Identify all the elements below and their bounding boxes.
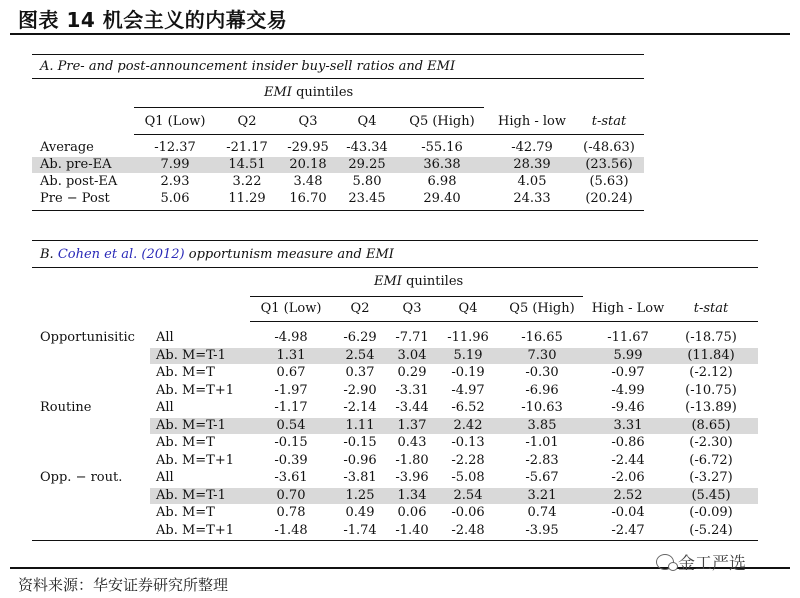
table-cell: 6.98 <box>427 174 457 189</box>
watermark <box>656 549 746 574</box>
table-cell: -42.79 <box>511 140 553 155</box>
row-label: Ab. M=T <box>156 505 215 520</box>
column-header: Q3 <box>298 114 318 129</box>
table-cell: 1.25 <box>345 487 375 503</box>
row-label: Ab. pre-EA <box>40 157 112 172</box>
table-cell: (23.56) <box>585 157 633 172</box>
table-cell: 2.54 <box>345 347 375 363</box>
table-cell: -0.97 <box>611 365 645 380</box>
table-cell: 5.06 <box>160 191 190 206</box>
table-cell: 2.93 <box>160 174 190 189</box>
column-header: Q1 (Low) <box>260 301 322 316</box>
row-label: Ab. M=T-1 <box>156 487 226 503</box>
table-cell: 0.67 <box>276 365 306 380</box>
table-cell: (-10.75) <box>685 382 737 398</box>
table-cell: -2.48 <box>451 522 485 538</box>
table-cell: 36.38 <box>423 157 461 172</box>
table-cell: -0.13 <box>451 435 485 450</box>
table-cell: 3.04 <box>397 347 427 363</box>
table-cell: (-5.24) <box>689 522 733 538</box>
table-cell: -29.95 <box>287 140 329 155</box>
title-rule <box>10 33 790 35</box>
table-cell: 28.39 <box>513 157 551 172</box>
table-cell: -3.81 <box>343 470 377 485</box>
table-cell: -1.40 <box>395 522 429 538</box>
table-cell: (-2.30) <box>689 435 733 450</box>
table-cell: -6.52 <box>451 400 485 415</box>
row-label: Pre − Post <box>40 191 110 206</box>
table-cell: 5.99 <box>613 347 643 363</box>
panel-b-table <box>32 240 758 550</box>
table-cell: 0.29 <box>397 365 427 380</box>
table-cell: 29.40 <box>423 191 461 206</box>
table-cell: -2.90 <box>343 382 377 398</box>
table-cell: (8.65) <box>691 417 731 433</box>
table-cell: 0.06 <box>397 505 427 520</box>
table-cell: -0.96 <box>343 452 377 468</box>
table-cell: (11.84) <box>687 347 735 363</box>
column-header: Q2 <box>237 114 257 129</box>
table-cell: (-0.09) <box>689 505 733 520</box>
table-cell: -55.16 <box>421 140 463 155</box>
table-cell: (5.63) <box>589 174 629 189</box>
row-label: Average <box>40 140 94 155</box>
panel-b-top-rule <box>32 240 758 241</box>
column-header: Q1 (Low) <box>144 114 206 129</box>
table-cell: 0.49 <box>345 505 375 520</box>
table-cell: -3.96 <box>395 470 429 485</box>
panel-a-group-rule <box>134 107 484 108</box>
column-header: Q2 <box>350 301 370 316</box>
row-group-label: Routine <box>40 400 92 415</box>
table-cell: (-13.89) <box>685 400 737 415</box>
panel-a-bottom-rule <box>32 210 644 211</box>
table-cell: 16.70 <box>289 191 327 206</box>
table-cell: 3.22 <box>232 174 262 189</box>
panel-a-top-rule <box>32 54 644 55</box>
table-cell: -1.17 <box>274 400 308 415</box>
table-cell: 2.42 <box>453 417 483 433</box>
table-cell: 20.18 <box>289 157 327 172</box>
table-cell: -7.71 <box>395 330 429 345</box>
table-cell: -3.31 <box>395 382 429 398</box>
table-cell: -2.06 <box>611 470 645 485</box>
table-cell: -5.67 <box>525 470 559 485</box>
row-label: Ab. M=T+1 <box>156 382 235 398</box>
column-header: Q3 <box>402 301 422 316</box>
table-cell: 3.48 <box>293 174 323 189</box>
table-cell: 2.52 <box>613 487 643 503</box>
column-header: Q4 <box>357 114 377 129</box>
table-cell: 0.78 <box>276 505 306 520</box>
wechat-icon <box>656 554 674 570</box>
table-cell: -2.83 <box>525 452 559 468</box>
table-cell: -10.63 <box>521 400 563 415</box>
panel-b-title-rule <box>32 267 758 268</box>
table-cell: -2.44 <box>611 452 645 468</box>
figure-title: 图表 14 机会主义的内幕交易 <box>18 8 288 32</box>
table-cell: -4.97 <box>451 382 485 398</box>
table-cell: -0.15 <box>343 435 377 450</box>
table-cell: -3.61 <box>274 470 308 485</box>
panel-b-bottom-rule <box>32 540 758 541</box>
table-cell: 0.37 <box>345 365 375 380</box>
row-group-label: Opp. − rout. <box>40 470 123 485</box>
table-cell: -6.29 <box>343 330 377 345</box>
row-label: Ab. M=T+1 <box>156 522 235 538</box>
table-cell: (20.24) <box>585 191 633 206</box>
row-label: Ab. post-EA <box>40 174 118 189</box>
row-label: Ab. M=T <box>156 435 215 450</box>
panel-b-group-header: EMI quintiles <box>374 274 464 289</box>
table-cell: (-18.75) <box>685 330 737 345</box>
column-header: High - Low <box>591 301 665 316</box>
table-cell: 5.19 <box>453 347 483 363</box>
table-cell: -0.19 <box>451 365 485 380</box>
table-cell: -43.34 <box>346 140 388 155</box>
header-rule <box>134 134 644 135</box>
table-cell: 11.29 <box>228 191 266 206</box>
table-cell: -0.04 <box>611 505 645 520</box>
column-header: Q5 (High) <box>409 114 475 129</box>
panel-b-citation-link[interactable]: Cohen et al. (2012) <box>57 247 185 262</box>
column-header: t-stat <box>693 301 729 316</box>
table-cell: -6.96 <box>525 382 559 398</box>
table-cell: -2.47 <box>611 522 645 538</box>
table-cell: -0.06 <box>451 505 485 520</box>
row-label: All <box>156 400 174 415</box>
watermark-text: 金工严选 <box>678 554 746 574</box>
panel-a-title-rule <box>32 78 644 79</box>
panel-a-group-header: EMI quintiles <box>264 85 354 100</box>
table-cell: -0.86 <box>611 435 645 450</box>
table-cell: 1.31 <box>276 347 306 363</box>
table-cell: -0.39 <box>274 452 308 468</box>
table-cell: -21.17 <box>226 140 268 155</box>
table-cell: 1.11 <box>345 417 375 433</box>
table-cell: 24.33 <box>513 191 551 206</box>
row-label: Ab. M=T+1 <box>156 452 235 468</box>
table-cell: -4.99 <box>611 382 645 398</box>
table-cell: -1.97 <box>274 382 308 398</box>
table-cell: 1.37 <box>397 417 427 433</box>
table-cell: 4.05 <box>517 174 547 189</box>
table-cell: (-2.12) <box>689 365 733 380</box>
table-cell: 0.70 <box>276 487 306 503</box>
panel-b-group-rule <box>250 296 583 297</box>
source-note: 资料来源：华安证券研究所整理 <box>18 576 229 594</box>
column-header: Q5 (High) <box>509 301 575 316</box>
table-cell: -1.48 <box>274 522 308 538</box>
panel-a-table <box>32 54 644 214</box>
table-cell: -11.67 <box>607 330 649 345</box>
table-cell: (-6.72) <box>689 452 733 468</box>
table-cell: 3.85 <box>527 417 557 433</box>
table-cell: 0.74 <box>527 505 557 520</box>
table-cell: 1.34 <box>397 487 427 503</box>
table-cell: 0.54 <box>276 417 306 433</box>
header-rule <box>250 321 758 322</box>
row-shading <box>32 157 644 173</box>
table-cell: -3.95 <box>525 522 559 538</box>
table-cell: -2.28 <box>451 452 485 468</box>
table-cell: 5.80 <box>352 174 382 189</box>
column-header: t-stat <box>591 114 627 129</box>
table-cell: 3.31 <box>613 417 643 433</box>
table-cell: 29.25 <box>348 157 386 172</box>
column-header: High - low <box>498 114 566 129</box>
table-cell: -3.44 <box>395 400 429 415</box>
table-cell: -1.80 <box>395 452 429 468</box>
row-group-label: Opportunisitic <box>40 330 135 345</box>
table-cell: 14.51 <box>228 157 266 172</box>
row-label: All <box>156 470 174 485</box>
table-cell: -5.08 <box>451 470 485 485</box>
table-cell: -4.98 <box>274 330 308 345</box>
table-cell: 7.30 <box>527 347 557 363</box>
table-cell: -16.65 <box>521 330 563 345</box>
table-cell: -0.15 <box>274 435 308 450</box>
panel-b-title: B. Cohen et al. (2012) opportunism measure and EMI <box>40 247 394 262</box>
table-cell: 2.54 <box>453 487 483 503</box>
table-cell: -12.37 <box>154 140 196 155</box>
table-cell: 7.99 <box>160 157 190 172</box>
table-cell: -1.74 <box>343 522 377 538</box>
row-label: Ab. M=T-1 <box>156 347 226 363</box>
table-cell: 3.21 <box>527 487 557 503</box>
table-cell: -1.01 <box>525 435 559 450</box>
table-cell: (-3.27) <box>689 470 733 485</box>
panel-a-title: A. Pre- and post-announcement insider buy-sell ratios and EMI <box>40 59 456 74</box>
table-cell: (5.45) <box>691 487 731 503</box>
row-label: Ab. M=T <box>156 365 215 380</box>
table-cell: 0.43 <box>397 435 427 450</box>
table-cell: (-48.63) <box>583 140 635 155</box>
table-cell: -11.96 <box>447 330 489 345</box>
column-header: Q4 <box>458 301 478 316</box>
row-label: All <box>156 330 174 345</box>
table-cell: 23.45 <box>348 191 386 206</box>
table-cell: -9.46 <box>611 400 645 415</box>
table-cell: -2.14 <box>343 400 377 415</box>
table-cell: -0.30 <box>525 365 559 380</box>
row-label: Ab. M=T-1 <box>156 417 226 433</box>
